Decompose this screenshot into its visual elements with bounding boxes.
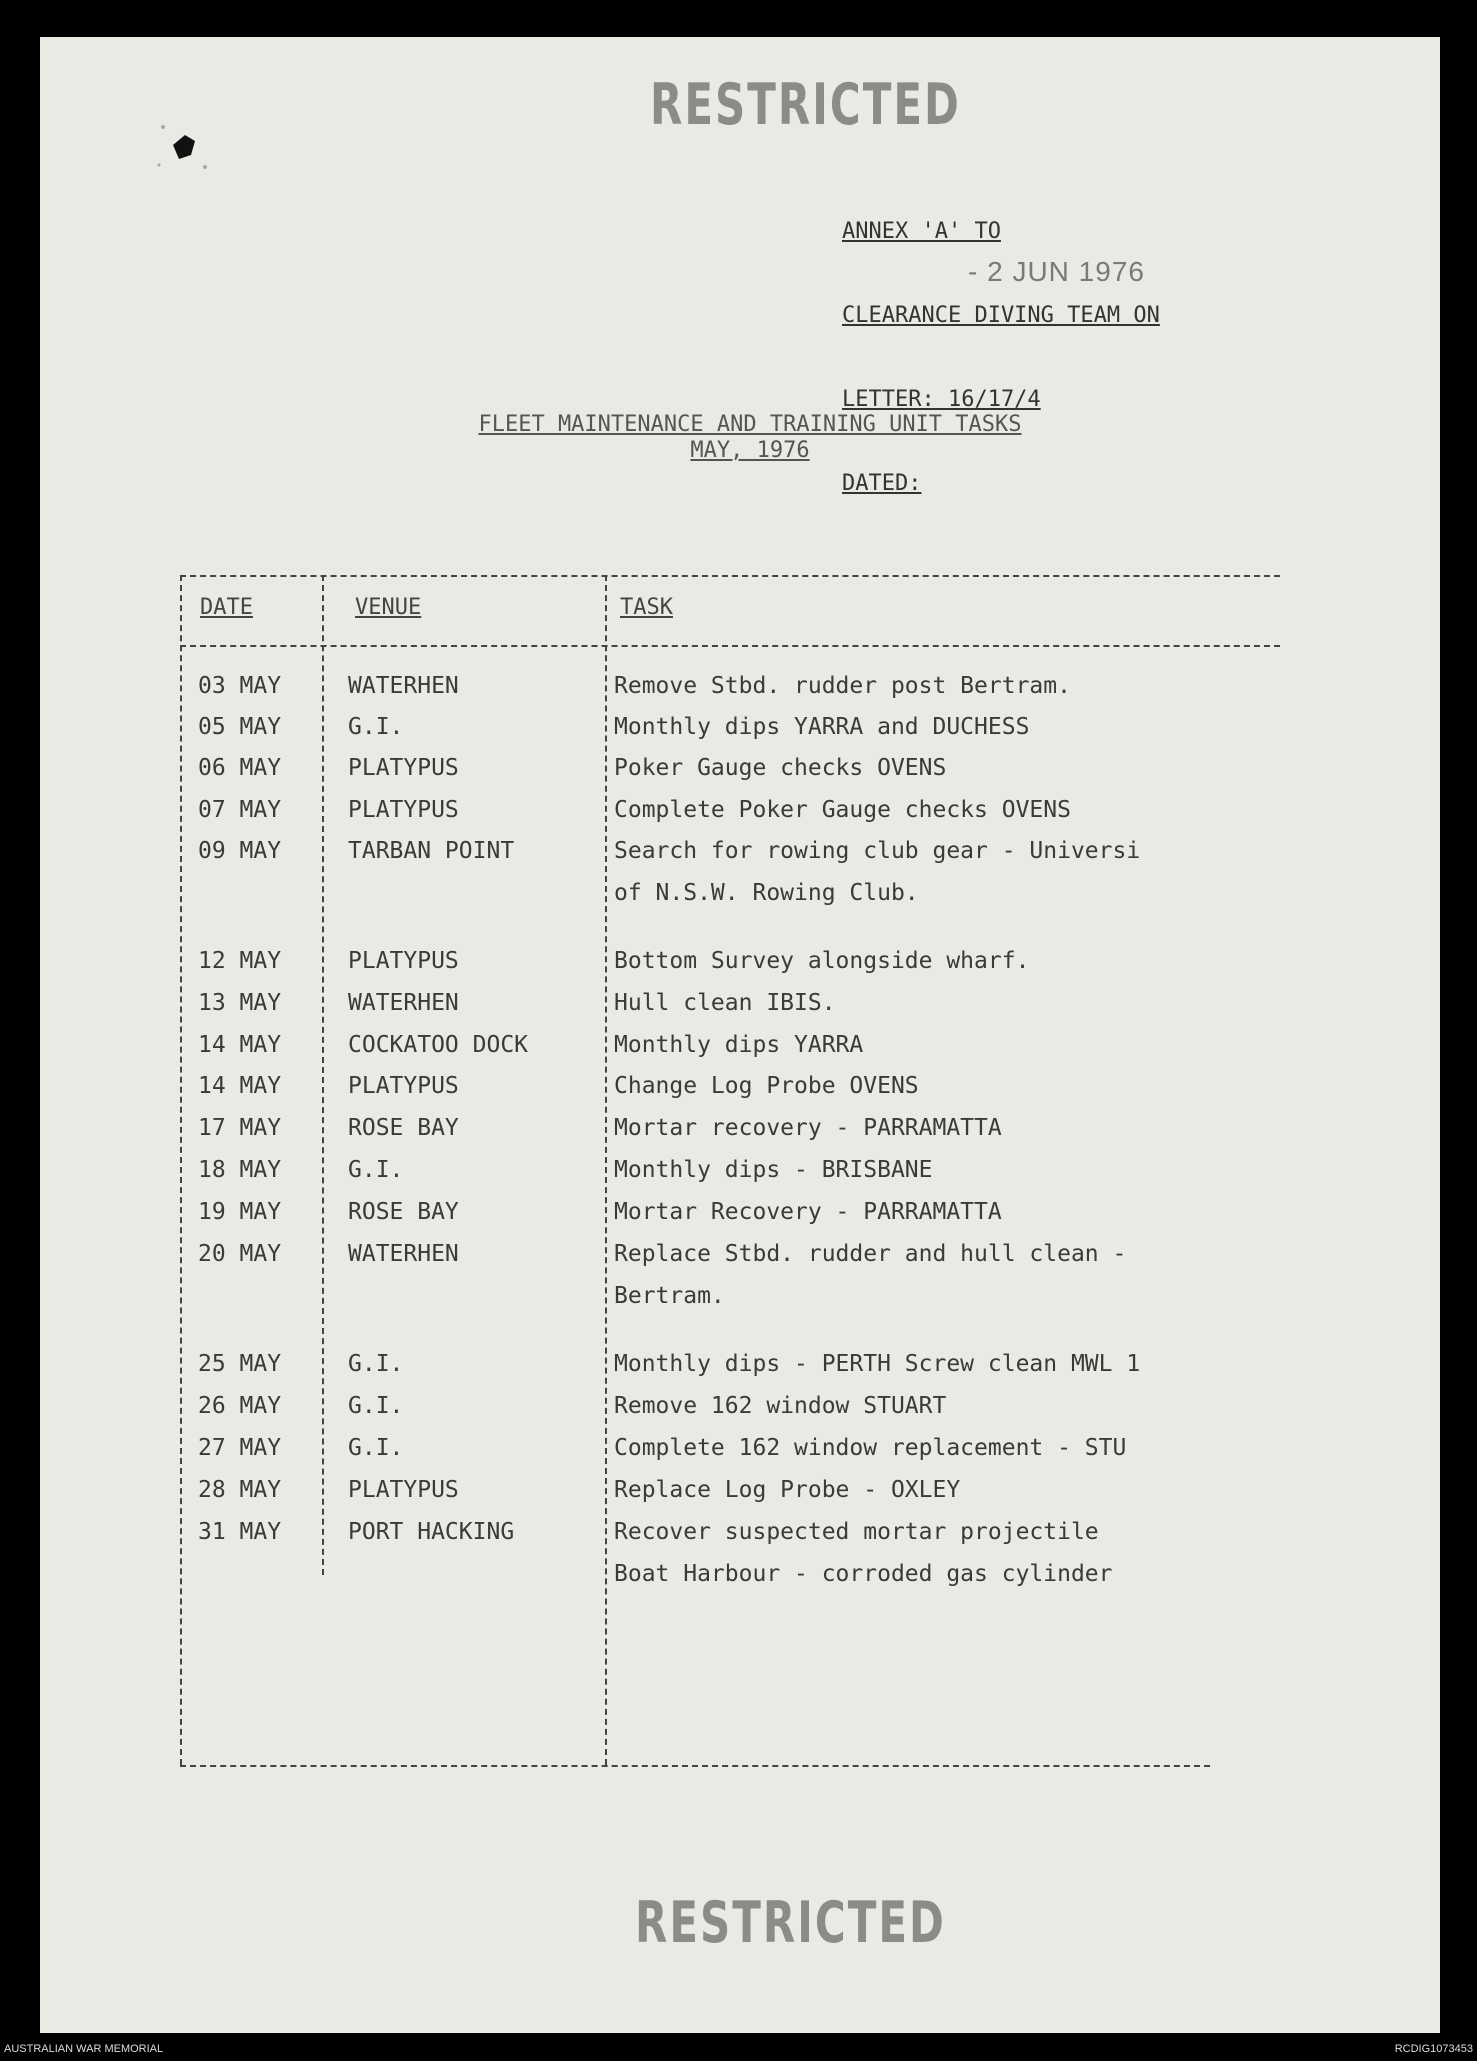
cell-venue: PORT HACKING xyxy=(348,1519,515,1545)
cell-task: Bertram. xyxy=(614,1283,725,1309)
table-row xyxy=(180,714,1280,756)
cell-task: Monthly dips YARRA xyxy=(614,1032,864,1058)
cell-date: 20 MAY xyxy=(198,1241,282,1267)
table-row xyxy=(180,1393,1280,1435)
cell-task: Replace Log Probe - OXLEY xyxy=(614,1477,961,1503)
table-row xyxy=(180,1283,1280,1325)
cell-venue: PLATYPUS xyxy=(348,797,459,823)
cell-task: Change Log Probe OVENS xyxy=(614,1073,919,1099)
cell-task: Boat Harbour - corroded gas cylinder xyxy=(614,1561,1113,1587)
cell-venue: G.I. xyxy=(348,1351,404,1377)
cell-venue: ROSE BAY xyxy=(348,1115,459,1141)
cell-task: Recover suspected mortar projectile xyxy=(614,1519,1099,1545)
cell-date: 17 MAY xyxy=(198,1115,282,1141)
cell-date: 25 MAY xyxy=(198,1351,282,1377)
table-row xyxy=(180,1561,1280,1603)
cell-task: Complete Poker Gauge checks OVENS xyxy=(614,797,1071,823)
cell-venue: ROSE BAY xyxy=(348,1199,459,1225)
annex-line-4: DATED: xyxy=(842,471,922,496)
cell-venue: WATERHEN xyxy=(348,673,459,699)
cell-venue: WATERHEN xyxy=(348,1241,459,1267)
cell-task: Replace Stbd. rudder and hull clean - xyxy=(614,1241,1127,1267)
header-task: TASK xyxy=(620,595,673,620)
table-row xyxy=(180,1351,1280,1393)
annex-reference xyxy=(842,162,1160,526)
date-stamp: - 2 JUN 1976 xyxy=(968,256,1145,287)
cell-task: Monthly dips - PERTH Screw clean MWL 1 xyxy=(614,1351,1141,1377)
restricted-stamp-bottom: RESTRICTED xyxy=(635,1889,946,1956)
table-row xyxy=(180,1241,1280,1283)
cell-date: 14 MAY xyxy=(198,1032,282,1058)
cell-task: Mortar recovery - PARRAMATTA xyxy=(614,1115,1002,1141)
cell-task: Poker Gauge checks OVENS xyxy=(614,755,947,781)
table-row xyxy=(180,1157,1280,1199)
cell-date: 03 MAY xyxy=(198,673,282,699)
cell-venue: G.I. xyxy=(348,1435,404,1461)
cell-venue: PLATYPUS xyxy=(348,1477,459,1503)
punch-hole xyxy=(155,117,215,177)
cell-venue: TARBAN POINT xyxy=(348,838,515,864)
table-row xyxy=(180,1519,1280,1561)
cell-date: 19 MAY xyxy=(198,1199,282,1225)
table-top-rule xyxy=(180,575,1280,577)
cell-task: of N.S.W. Rowing Club. xyxy=(614,880,919,906)
table-row xyxy=(180,1032,1280,1074)
cell-venue: G.I. xyxy=(348,1157,404,1183)
header-venue: VENUE xyxy=(355,595,422,620)
cell-date: 18 MAY xyxy=(198,1157,282,1183)
cell-venue: PLATYPUS xyxy=(348,755,459,781)
table-row xyxy=(180,1477,1280,1519)
cell-date: 09 MAY xyxy=(198,838,282,864)
table-bottom-rule xyxy=(180,1765,1210,1767)
cell-date: 06 MAY xyxy=(198,755,282,781)
table-row xyxy=(180,948,1280,990)
header-date: DATE xyxy=(200,595,253,620)
document-title xyxy=(400,412,1100,464)
table-row xyxy=(180,1073,1280,1115)
cell-date: 26 MAY xyxy=(198,1393,282,1419)
table-row xyxy=(180,880,1280,922)
table-row xyxy=(180,797,1280,839)
cell-venue: COCKATOO DOCK xyxy=(348,1032,529,1058)
cell-date: 27 MAY xyxy=(198,1435,282,1461)
cell-task: Mortar Recovery - PARRAMATTA xyxy=(614,1199,1002,1225)
cell-date: 31 MAY xyxy=(198,1519,282,1545)
table-row xyxy=(180,1435,1280,1477)
annex-line-3: LETTER: 16/17/4 xyxy=(842,387,1041,412)
annex-line-2: CLEARANCE DIVING TEAM ON xyxy=(842,303,1160,328)
cell-date: 13 MAY xyxy=(198,990,282,1016)
annex-line-1: ANNEX 'A' TO xyxy=(842,219,1001,244)
cell-task: Remove 162 window STUART xyxy=(614,1393,947,1419)
cell-task: Monthly dips YARRA and DUCHESS xyxy=(614,714,1030,740)
table-row xyxy=(180,1199,1280,1241)
restricted-stamp-top: RESTRICTED xyxy=(650,71,961,138)
cell-venue: PLATYPUS xyxy=(348,948,459,974)
cell-venue: PLATYPUS xyxy=(348,1073,459,1099)
cell-task: Bottom Survey alongside wharf. xyxy=(614,948,1030,974)
cell-task: Remove Stbd. rudder post Bertram. xyxy=(614,673,1071,699)
cell-date: 05 MAY xyxy=(198,714,282,740)
title-line-2: MAY, 1976 xyxy=(690,438,810,463)
table-row xyxy=(180,1115,1280,1157)
cell-date: 28 MAY xyxy=(198,1477,282,1503)
table-row xyxy=(180,990,1280,1032)
cell-task: Hull clean IBIS. xyxy=(614,990,836,1016)
footer-credit: AUSTRALIAN WAR MEMORIAL xyxy=(4,2043,164,2055)
task-table xyxy=(180,575,1280,1770)
cell-task: Search for rowing club gear - Universi xyxy=(614,838,1141,864)
table-row xyxy=(180,673,1280,715)
cell-date: 12 MAY xyxy=(198,948,282,974)
cell-date: 07 MAY xyxy=(198,797,282,823)
cell-venue: G.I. xyxy=(348,1393,404,1419)
cell-task: Complete 162 window replacement - STU xyxy=(614,1435,1127,1461)
cell-date: 14 MAY xyxy=(198,1073,282,1099)
cell-venue: G.I. xyxy=(348,714,404,740)
table-header-rule xyxy=(180,645,1280,647)
footer-id: RCDIG1073453 xyxy=(1394,2043,1473,2055)
cell-task: Monthly dips - BRISBANE xyxy=(614,1157,933,1183)
table-row xyxy=(180,838,1280,880)
title-line-1: FLEET MAINTENANCE AND TRAINING UNIT TASKS xyxy=(478,412,1022,437)
cell-venue: WATERHEN xyxy=(348,990,459,1016)
table-row xyxy=(180,755,1280,797)
